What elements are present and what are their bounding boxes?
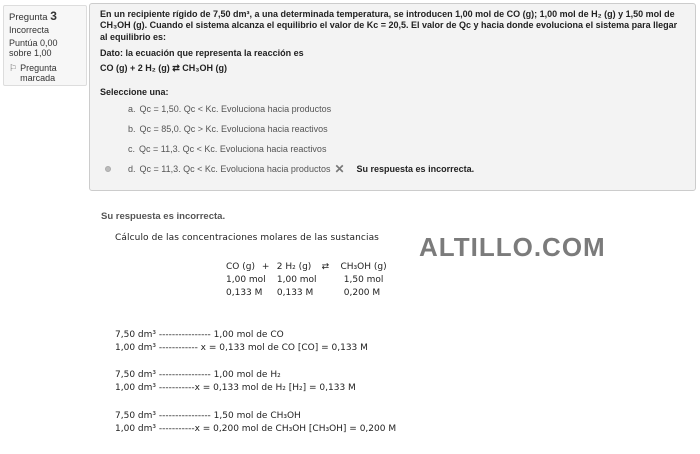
calc-ch3oh <box>115 410 396 436</box>
table-cell: 0,133 M <box>276 288 314 298</box>
reaction-equation: CO (g) + 2 H₂ (g) ⇄ CH₃OH (g) <box>100 62 227 73</box>
question-data-note: Dato: la ecuación que representa la reacción es <box>100 47 304 58</box>
flag-icon: ⚐ <box>9 63 18 74</box>
question-text: En un recipiente rígido de 7,50 dm³, a una determinada temperatura, se introducen 1,00 mol de CO (g); 1,00 mol de H₂ (g) y 1,50 mol de CH₃OH (g). Cuando el sistema alcanza el equilibrio el valor de Kc = 20,5. El valor de Qc y hacia donde evoluciona el sistema para llegar al equilibrio es: <box>100 9 678 42</box>
question-number-value: 3 <box>50 9 57 23</box>
question-score: Puntúa 0,00 sobre 1,00 <box>9 38 58 59</box>
watermark: ALTILLO.COM <box>419 232 606 262</box>
table-row-molar <box>226 287 387 300</box>
question-info-panel <box>3 5 87 86</box>
option-letter: b. <box>128 123 136 134</box>
option-text: Qc = 11,3. Qc < Kc. Evoluciona hacia reactivos <box>139 143 327 154</box>
option-letter: d. <box>128 163 136 174</box>
selected-radio[interactable] <box>105 166 111 172</box>
option-feedback: Su respuesta es incorrecta. <box>356 163 475 174</box>
table-cell: CO (g) <box>226 262 255 272</box>
table-row-species <box>226 261 387 274</box>
select-label: Seleccione una: <box>100 86 169 97</box>
calc-h2 <box>115 369 356 395</box>
question-box <box>89 3 696 191</box>
question-number <box>9 10 81 23</box>
solution-intro: Cálculo de las concentraciones molares de las sustancias <box>115 233 379 243</box>
flag-label: Pregunta marcada <box>20 63 57 83</box>
option-text: Qc = 11,3. Qc < Kc. Evoluciona hacia productos <box>139 163 331 174</box>
option-text: Qc = 1,50. Qc < Kc. Evoluciona hacia productos <box>139 103 332 114</box>
calc-line: 1,00 dm³ -----------x = 0,133 mol de H₂ [H₂] = 0,133 M <box>115 383 356 393</box>
table-cell: + <box>261 262 270 272</box>
table-cell: ⇄ <box>321 262 330 272</box>
flag-question-toggle[interactable] <box>9 64 81 84</box>
answer-option-c[interactable] <box>100 139 685 159</box>
calc-co <box>115 329 368 355</box>
table-cell: 2 H₂ (g) <box>276 262 312 272</box>
incorrect-icon: ✕ <box>334 161 345 176</box>
calc-line: 7,50 dm³ ---------------- 1,50 mol de CH₃OH <box>115 411 301 421</box>
table-row-moles <box>226 274 387 287</box>
answer-option-a[interactable] <box>100 99 685 119</box>
table-cell: CH₃OH (g) <box>340 262 387 272</box>
table-cell: 1,00 mol <box>276 275 317 285</box>
answer-options <box>100 99 685 179</box>
option-letter: a. <box>128 103 136 114</box>
option-letter: c. <box>128 143 136 154</box>
answer-option-b[interactable] <box>100 119 685 139</box>
calc-line: 7,50 dm³ ---------------- 1,00 mol de H₂ <box>115 370 281 380</box>
question-label: Pregunta <box>9 12 48 23</box>
table-cell: 1,50 mol <box>343 275 384 285</box>
option-text: Qc = 85,0. Qc > Kc. Evoluciona hacia reactivos <box>139 123 328 134</box>
answer-option-d[interactable] <box>100 159 685 179</box>
calc-line: 1,00 dm³ ------------ x = 0,133 mol de CO [CO] = 0,133 M <box>115 343 368 353</box>
calc-line: 7,50 dm³ ---------------- 1,00 mol de CO <box>115 330 284 340</box>
concentration-table <box>226 261 387 300</box>
question-status: Incorrecta <box>9 25 50 36</box>
calc-line: 1,00 dm³ -----------x = 0,200 mol de CH₃OH [CH₃OH] = 0,200 M <box>115 424 397 434</box>
table-cell: 1,00 mol <box>226 275 266 285</box>
table-cell: 0,133 M <box>226 288 263 298</box>
table-cell: 0,200 M <box>343 288 381 298</box>
feedback-header: Su respuesta es incorrecta. <box>101 211 226 222</box>
